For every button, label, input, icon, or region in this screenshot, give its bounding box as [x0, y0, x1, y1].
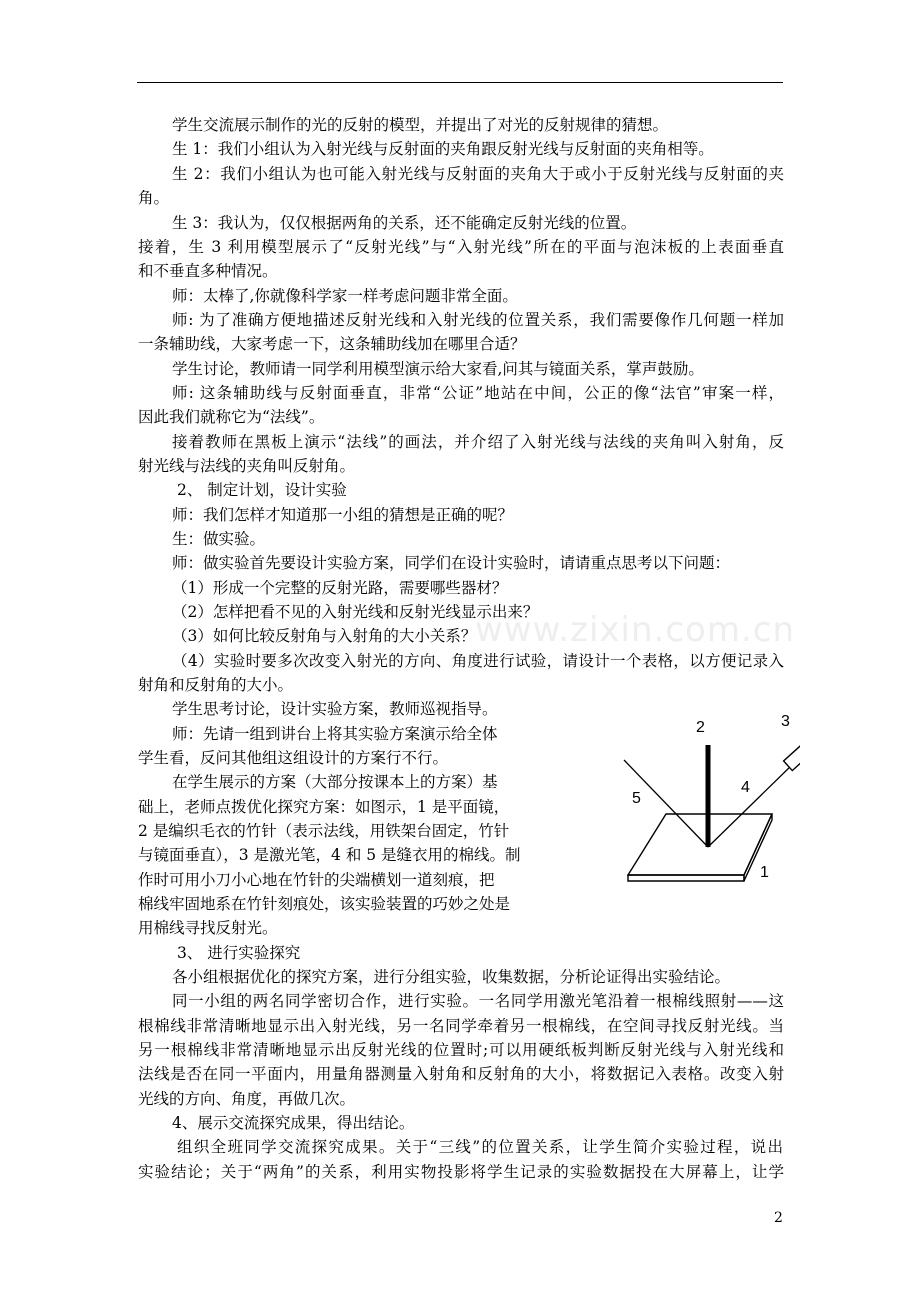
- page-number: 2: [774, 1210, 783, 1226]
- label-4: 4: [741, 779, 750, 796]
- paragraph-angles-line1: 接着教师在黑板上演示“法线”的画法，并介绍了入射光线与法线的夹角叫入射角，反: [172, 433, 784, 451]
- paragraph-student-2-line1: 生 2：我们小组认为也可能入射光线与反射面的夹角大于或小于反射光线与反射面的夹: [172, 165, 784, 183]
- paragraph-procedure-line1: 同一小组的两名同学密切合作，进行实验。一名同学用激光笔沿着一根棉线照射——这: [172, 992, 784, 1010]
- paragraph-angles-line2: 射光线与法线的夹角叫反射角。: [138, 457, 356, 475]
- question-4-line2: 射角和反射角的大小。: [138, 676, 294, 694]
- label-3: 3: [781, 713, 790, 730]
- section-heading-3: 3、 进行实验探究: [177, 944, 301, 962]
- paragraph-conclusion-line1: 组织全班同学交流探究成果。关于“三线”的位置关系，让学生简介实验过程，说出: [177, 1138, 783, 1156]
- question-3: （3）如何比较反射角与入射角的大小关系？: [172, 627, 477, 645]
- laser-pen: [784, 742, 800, 770]
- paragraph-student-2-line2: 角。: [138, 189, 170, 207]
- paragraph-procedure-line5: 光线的方向、角度，再做几次。: [138, 1090, 356, 1108]
- question-1: （1）形成一个完整的反射光路，需要哪些器材？: [172, 579, 508, 597]
- paragraph-teacher-praise: 师：太棒了,你就像科学家一样考虑问题非常全面。: [172, 287, 518, 305]
- paragraph-group-experiment: 各小组根据优化的探究方案，进行分组实验，收集数据，分析论证得出实验结论。: [172, 968, 731, 986]
- paragraph-normal-line2: 因此我们就称它为“法线”。: [138, 408, 325, 426]
- paragraph-student-models: 学生交流展示制作的光的反射的模型，并提出了对光的反射规律的猜想。: [172, 116, 669, 134]
- reflection-apparatus-diagram: [610, 700, 800, 890]
- paragraph-scheme-line1: 在学生展示的方案（大部分按课本上的方案）基: [172, 773, 498, 791]
- label-5: 5: [632, 790, 641, 807]
- mirror-board-front: [628, 875, 744, 881]
- paragraph-conclusion-line2: 实验结论；关于“两角”的关系，利用实物投影将学生记录的实验数据投在大屏幕上，让学: [138, 1163, 784, 1181]
- paragraph-model-demo-line2: 和不垂直多种情况。: [138, 262, 278, 280]
- paragraph-student-design: 学生思考讨论，设计实验方案，教师巡视指导。: [172, 700, 498, 718]
- paragraph-student-3: 生 3：我认为，仅仅根据两角的关系，还不能确定反射光线的位置。: [172, 214, 637, 232]
- paragraph-scheme-line2: 础上，老师点拨优化探究方案：如图示，1 是平面镜，: [138, 798, 510, 816]
- paragraph-auxiliary-line2: 一条辅助线，大家考虑一下，这条辅助线加在哪里合适？: [138, 335, 526, 353]
- section-heading-2: 2、 制定计划，设计实验: [177, 481, 347, 499]
- paragraph-scheme-line7: 用棉线寻找反射光。: [138, 919, 278, 937]
- paragraph-group-demo-line1: 师：先请一组到讲台上将其实验方案演示给全体: [172, 725, 498, 743]
- watermark: www.zixin.com.cn: [475, 610, 795, 650]
- label-2: 2: [696, 719, 705, 736]
- question-4-line1: （4）实验时要多次改变入射光的方向、角度进行试验，请设计一个表格，以方便记录入: [172, 652, 784, 670]
- paragraph-scheme-line3: 2 是编织毛衣的竹针（表示法线，用铁架台固定，竹针: [138, 822, 510, 840]
- paragraph-procedure-line3: 另一根棉线非常清晰地显示出反射光线的位置时;可以用硬纸板判断反射光线与入射光线和: [138, 1041, 784, 1059]
- header-rule: [137, 82, 783, 83]
- paragraph-discussion: 学生讨论，教师请一同学利用模型演示给大家看,问其与镜面关系，掌声鼓励。: [172, 360, 704, 378]
- paragraph-teacher-question: 师：我们怎样才知道那一小组的猜想是正确的呢？: [172, 506, 514, 524]
- paragraph-normal-line1: 师: 这条辅助线与反射面垂直，非常“公证”地站在中间，公正的像“法官”审案一样，: [172, 384, 784, 402]
- paragraph-group-demo-line2: 学生看，反问其他组这组设计的方案行不行。: [138, 749, 449, 767]
- incident-thread: [708, 763, 794, 847]
- paragraph-procedure-line4: 法线是否在同一平面内，用量角器测量入射角和反射角的大小，将数据记入表格。改变入射: [138, 1065, 784, 1083]
- section-heading-4: 4、展示交流探究成果，得出结论。: [172, 1114, 415, 1132]
- paragraph-scheme-line4: 与镜面垂直），3 是激光笔，4 和 5 是缝衣用的棉线。制: [138, 846, 521, 864]
- paragraph-scheme-line6: 棉线牢固地系在竹针刻痕处，该实验装置的巧妙之处是: [138, 895, 511, 913]
- paragraph-procedure-line2: 根棉线非常清晰地显示出入射光线，另一名同学牵着另一根棉线，在空间寻找反射光线。当: [138, 1017, 784, 1035]
- paragraph-design-prompt: 师：做实验首先要设计实验方案，同学们在设计实验时，请请重点思考以下问题：: [172, 554, 731, 572]
- paragraph-student-1: 生 1：我们小组认为入射光线与反射面的夹角跟反射光线与反射面的夹角相等。: [172, 140, 714, 158]
- paragraph-student-answer: 生：做实验。: [172, 530, 266, 548]
- question-2: （2）怎样把看不见的入射光线和反射光线显示出来？: [172, 603, 539, 621]
- paragraph-scheme-line5: 作时可用小刀小心地在竹针的尖端横划一道刻痕，把: [138, 871, 495, 889]
- paragraph-auxiliary-line1: 师: 为了准确方便地描述反射光线和入射光线的位置关系，我们需要像作几何题一样加: [172, 311, 784, 329]
- label-1: 1: [760, 864, 769, 881]
- paragraph-model-demo-line1: 接着，生 3 利用模型展示了“反射光线”与“入射光线”所在的平面与泡沫板的上表面垂直: [138, 238, 784, 256]
